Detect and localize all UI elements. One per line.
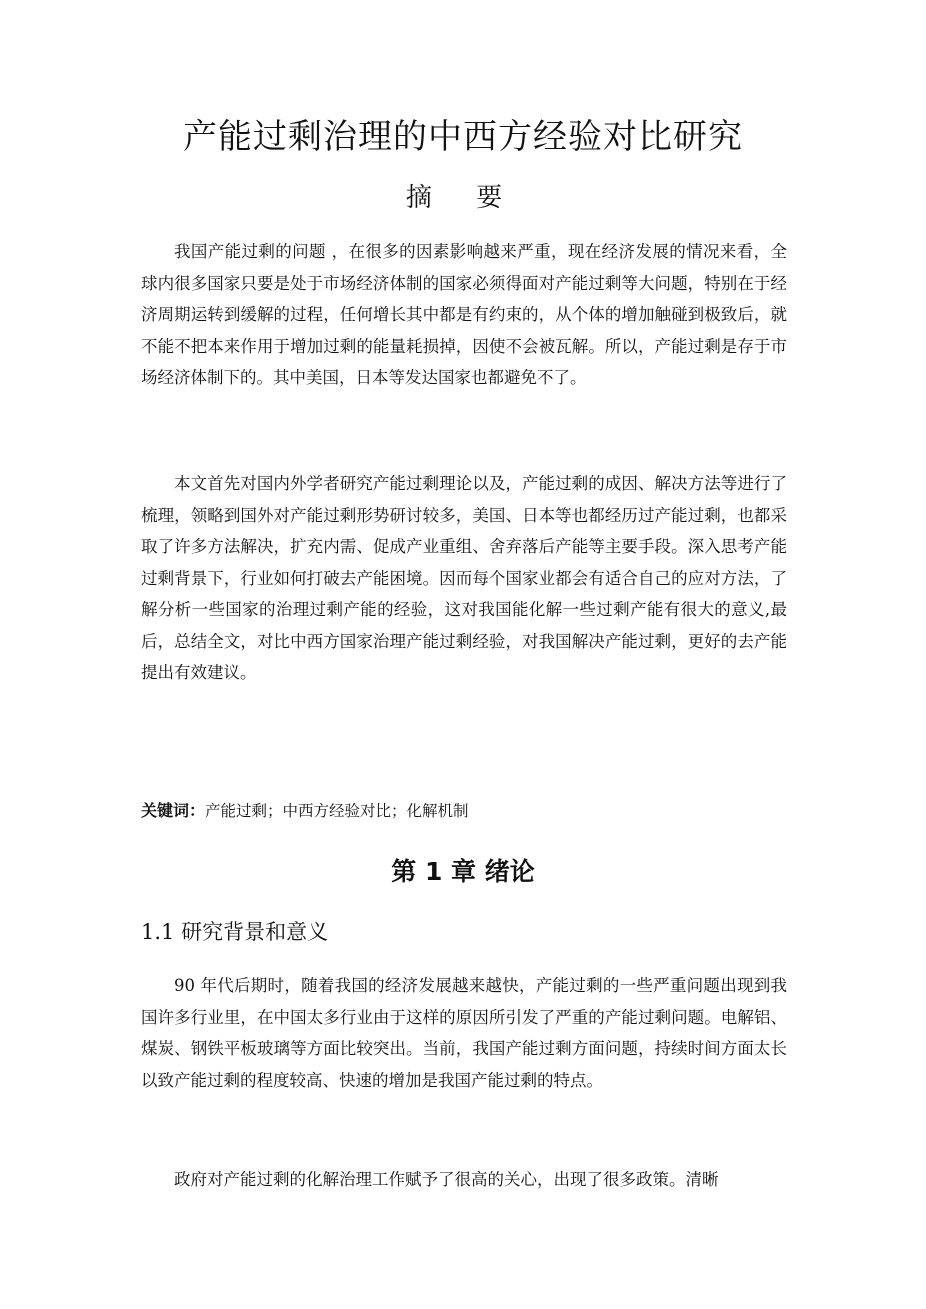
abstract-paragraph: 本文首先对国内外学者研究产能过剩理论以及，产能过剩的成因、解决方法等进行了梳理，领略到国外对产能过剩形势研讨较多，美国、日本等也都经历过产能过剩，也都采取了许多方法解决，扩充内需、促成产业重组、舍弃落后产能等主要手段。深入思考产能过剩背景下，行业如何打破去产能困境。因而每个国家业都会有适合自己的应对方法，了解分析一些国家的治理过剩产能的经验，这对我国能化解一些过剩产能有很大的意义,最后，总结全文，对比中西方国家治理产能过剩经验，对我国解决产能过剩，更好的去产能提出有效建议。 [141, 474, 787, 682]
keywords-label: 关键词： [141, 801, 206, 820]
document-title: 产能过剩治理的中西方经验对比研究 [183, 117, 743, 157]
abstract-heading: 摘 要 [405, 183, 521, 213]
section-heading: 1.1 研究背景和意义 [141, 920, 329, 944]
body-paragraph: 90 年代后期时，随着我国的经济发展越来越快，产能过剩的一些严重问题出现到我国许多行业里，在中国太多行业由于这样的原因所引发了严重的产能过剩问题。电解铝、煤炭、钢铁平板玻璃等方面比较突出。当前，我国产能过剩方面问题，持续时间方面太长以致产能过剩的程度较高、快速的增加是我国产能过剩的特点。 [141, 976, 787, 1090]
keywords-line [141, 796, 469, 826]
chapter-heading: 第 1 章 绪论 [391, 857, 535, 886]
abstract-paragraph: 我国产能过剩的问题 ，在很多的因素影响越来严重，现在经济发展的情况来看，全球内很多国家只要是处于市场经济体制的国家必须得面对产能过剩等大问题，特别在于经济周期运转到缓解的过程，任何增长其中都是有约束的，从个体的增加触碰到极致后，就不能不把本来作用于增加过剩的能量耗损掉，因使不会被瓦解。所以，产能过剩是存于市场经济体制下的。其中美国，日本等发达国家也都避免不了。 [141, 242, 787, 387]
body-paragraph: 政府对产能过剩的化解治理工作赋予了很高的关心，出现了很多政策。清晰 [174, 1170, 719, 1189]
keywords-text: 产能过剩；中西方经验对比；化解机制 [205, 802, 469, 820]
